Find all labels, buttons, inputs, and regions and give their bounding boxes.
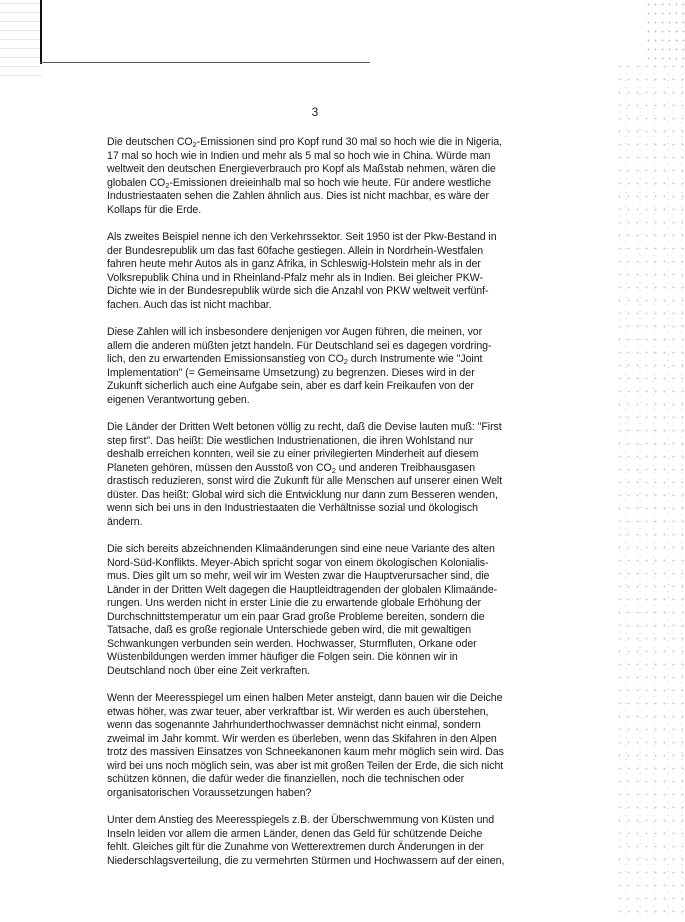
- text-segment: Länder in der Dritten Welt dagegen die Hauptleidtragenden der globalen Klimaände-: [107, 583, 498, 596]
- text-line: [107, 231, 532, 245]
- scan-artifact-bar: [40, 0, 42, 64]
- paragraph: [107, 136, 532, 217]
- scan-artifact-line: [40, 62, 370, 63]
- text-line: [107, 570, 532, 584]
- text-line: [107, 502, 532, 516]
- text-line: [107, 462, 532, 476]
- text-segment: allem die anderen müßten jetzt handeln. Für Deutschland sei es dagegen vordring-: [107, 339, 492, 352]
- text-segment: Zukunft sicherlich auch eine Aufgabe sein, aber es darf kein Freikaufen von der: [107, 380, 474, 392]
- text-line: [107, 760, 532, 774]
- text-line: [107, 719, 532, 733]
- text-line: [107, 421, 532, 435]
- text-segment: fahren heute mehr Autos als in ganz Afrika, in Schleswig-Holstein mehr als in der: [107, 258, 481, 270]
- text-line: [107, 624, 532, 638]
- text-line: [107, 245, 532, 259]
- text-segment: Kollaps für die Erde.: [107, 203, 202, 216]
- scan-artifact-corner: [645, 0, 685, 60]
- subscript: 2: [192, 140, 197, 149]
- document-body: [107, 136, 532, 882]
- text-segment: Wenn der Meeresspiegel um einen halben Meter ansteigt, dann bauen wir die Deiche: [107, 692, 503, 704]
- text-segment: Als zweites Beispiel nenne ich den Verkehrssektor. Seit 1950 ist der Pkw-Bestand in: [107, 231, 497, 243]
- text-segment: trotz des massiven Einsatzes von Schneekanonen kaum mehr möglich sein wird. Das: [107, 746, 504, 758]
- text-segment: Durchschnittstemperatur um ein paar Grad große Probleme bereiten, sondern die: [107, 610, 485, 623]
- text-line: [107, 516, 532, 530]
- text-line: [107, 557, 532, 571]
- paragraph: [107, 814, 532, 868]
- text-line: [107, 665, 532, 679]
- text-line: [107, 163, 532, 177]
- text-line: [107, 733, 532, 747]
- scan-artifact-right: [615, 60, 685, 920]
- text-segment: -Emissionen dreieinhalb mal so hoch wie heute. Für andere westliche: [169, 176, 491, 189]
- text-segment: rungen. Uns werden nicht in erster Linie die zu erwartende globale Erhöhung der: [107, 597, 481, 609]
- text-segment: deshalb erreichen konnten, weil sie zu einer privilegierten Minderheit auf diesem: [107, 448, 479, 460]
- text-line: [107, 299, 532, 313]
- text-segment: und anderen Treibhausgasen: [335, 461, 476, 474]
- text-line: [107, 841, 532, 855]
- text-segment: Dichte wie in der Bundesrepublik würde sich die Anzahl von PKW weltweit verfünf-: [107, 285, 489, 297]
- text-line: [107, 746, 532, 760]
- text-segment: Unter dem Anstieg des Meeresspiegels z.B. der Überschwemmung von Küsten und: [107, 814, 495, 826]
- text-segment: Die deutschen CO: [107, 136, 193, 148]
- page-number: 3: [311, 105, 319, 119]
- text-line: [107, 584, 532, 598]
- paragraph: [107, 421, 532, 529]
- text-line: [107, 435, 532, 449]
- text-segment: wenn sich bei uns in den Industriestaaten die Verhältnisse sozial und ökologisch: [107, 502, 478, 514]
- text-segment: 17 mal so hoch wie in Indien und mehr als 5 mal so hoch wie in China. Würde man: [107, 149, 491, 162]
- text-line: [107, 814, 532, 828]
- text-line: [107, 340, 532, 354]
- text-segment: Die sich bereits abzeichnenden Klimaänderungen sind eine neue Variante des alten: [107, 543, 495, 555]
- text-line: [107, 543, 532, 557]
- text-line: [107, 272, 532, 286]
- text-segment: -Emissionen sind pro Kopf rund 30 mal so hoch wie die in Nigeria,: [196, 136, 502, 148]
- text-line: [107, 651, 532, 665]
- text-line: [107, 353, 532, 367]
- paragraph: [107, 692, 532, 800]
- text-segment: Industriestaaten sehen die Zahlen ähnlich aus. Dies ist nicht machbar, es wäre der: [107, 190, 489, 202]
- text-segment: fachen. Auch das ist nicht machbar.: [107, 298, 272, 311]
- text-segment: wird bei uns noch möglich sein, was aber ist mit großen Teilen der Erde, die sich nicht: [107, 759, 504, 772]
- text-segment: Volksrepublik China und in Rheinland-Pfalz mehr als in Indien. Bei gleicher PKW-: [107, 271, 483, 284]
- subscript: 2: [165, 180, 170, 190]
- text-line: [107, 380, 532, 394]
- text-line: [107, 448, 532, 462]
- text-line: [107, 828, 532, 842]
- text-segment: der Bundesrepublik um das fast 60fache gestiegen. Allein in Nordrhein-Westfalen: [107, 244, 484, 257]
- text-line: [107, 855, 532, 869]
- paragraph: [107, 543, 532, 678]
- text-segment: eigenen Verantwortung geben.: [107, 393, 250, 406]
- text-segment: durch Instrumente wie "Joint: [347, 353, 483, 365]
- text-segment: drastisch reduzieren, sonst wird die Zukunft für alle Menschen auf unserer einen Welt: [107, 475, 503, 487]
- text-segment: etwas höher, was zwar teuer, aber verkraftbar ist. Wir werden es auch überstehen,: [107, 705, 489, 718]
- paragraph: [107, 231, 532, 312]
- text-segment: Deutschland noch über eine Zeit verkraften.: [107, 664, 310, 677]
- text-line: [107, 475, 532, 489]
- text-segment: Planeten gehören, müssen den Ausstoß von CO: [107, 461, 332, 474]
- text-segment: Diese Zahlen will ich insbesondere denjenigen vor Augen führen, die meinen, vor: [107, 326, 483, 338]
- text-segment: Niederschlagsverteilung, die zu vermehrten Stürmen und Hochwassern auf der einen,: [107, 854, 505, 867]
- text-segment: globalen CO: [107, 176, 166, 189]
- text-segment: lich, den zu erwartenden Emissionsanstieg von CO: [107, 353, 344, 365]
- text-segment: organisatorischen Voraussetzungen haben?: [107, 786, 312, 799]
- text-segment: ändern.: [107, 515, 143, 528]
- text-line: [107, 150, 532, 164]
- text-line: [107, 638, 532, 652]
- text-segment: Inseln leiden vor allem die armen Länder, denen das Geld für schützende Deiche: [107, 827, 483, 840]
- text-line: [107, 190, 532, 204]
- text-segment: wenn das sogenannte Jahrhunderthochwasser demnächst nicht einmal, sondern: [107, 719, 481, 731]
- text-line: [107, 204, 532, 218]
- subscript: 2: [331, 465, 336, 475]
- scan-artifact-left: [0, 0, 42, 80]
- text-segment: Wüstenbildungen werden immer häufiger die Folgen sein. Die können wir in: [107, 651, 458, 663]
- text-segment: Implementation" (= Gemeinsame Umsetzung) zu begrenzen. Dieses wird in der: [107, 366, 475, 379]
- text-line: [107, 367, 532, 381]
- paragraph: [107, 326, 532, 407]
- text-line: [107, 692, 532, 706]
- text-line: [107, 787, 532, 801]
- text-line: [107, 394, 532, 408]
- text-line: [107, 285, 532, 299]
- subscript: 2: [343, 357, 348, 366]
- text-segment: Tatsache, daß es große regionale Unterschiede geben wird, die mit gewaltigen: [107, 624, 472, 636]
- text-segment: weltweit den deutschen Energieverbrauch pro Kopf als Maßstab nehmen, wären die: [107, 163, 496, 175]
- text-segment: mus. Dies gilt um so mehr, weil wir im Westen zwar die Hauptverursacher sind, die: [107, 570, 490, 582]
- text-segment: step first". Das heißt: Die westlichen Industrienationen, die ihren Wohlstand nur: [107, 434, 474, 447]
- text-line: [107, 706, 532, 720]
- text-line: [107, 489, 532, 503]
- text-line: [107, 326, 532, 340]
- text-segment: schützen können, die dafür weder die finanziellen, noch die technischen oder: [107, 773, 465, 785]
- text-segment: Nord-Süd-Konflikts. Meyer-Abich spricht sogar von einem ökologischen Kolonialis-: [107, 556, 489, 569]
- text-line: [107, 136, 532, 150]
- text-line: [107, 177, 532, 191]
- text-line: [107, 597, 532, 611]
- text-line: [107, 773, 532, 787]
- text-segment: zweimal im Jahr kommt. Wir werden es überleben, wenn das Skifahren in den Alpen: [107, 732, 497, 745]
- text-segment: Die Länder der Dritten Welt betonen völlig zu recht, daß die Devise lauten muß: "First: [107, 421, 502, 433]
- text-segment: düster. Das heißt: Global wird sich die Entwicklung nur dann zum Besseren wenden,: [107, 488, 498, 501]
- text-line: [107, 258, 532, 272]
- text-segment: Schwankungen verbunden sein werden. Hochwasser, Sturmfluten, Orkane oder: [107, 637, 477, 650]
- text-segment: fehlt. Gleiches gilt für die Zunahme von Wetterextremen durch Änderungen in der: [107, 841, 484, 853]
- text-line: [107, 611, 532, 625]
